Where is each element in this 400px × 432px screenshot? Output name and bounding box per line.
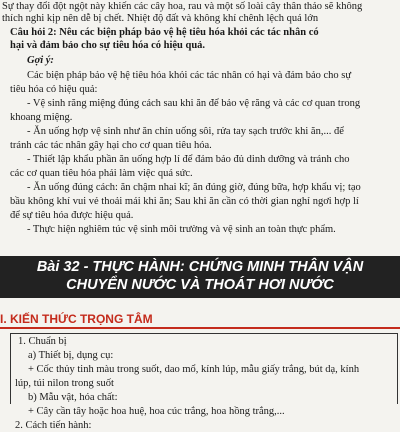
box-line: 1. Chuẩn bị: [18, 336, 67, 347]
lesson-title-line-1: Bài 32 - THỰC HÀNH: CHỨNG MINH THÂN VẬN: [36, 259, 364, 275]
section-divider: [0, 327, 400, 329]
box-line: a) Thiết bị, dụng cụ:: [28, 350, 114, 361]
hint-line: - Ăn uống hợp vệ sinh như ăn chín uống sôi, rửa tay sạch trước khi ăn,... để: [27, 126, 344, 137]
hint-line: - Thiết lập khẩu phần ăn uống hợp lí để đảm bảo đủ dinh dưỡng và tránh cho: [27, 154, 350, 165]
intro-line-2: thích nghi kịp nên dễ bị chết. Nhiệt độ đất và không khí chênh lệch quá lớn: [2, 13, 319, 24]
hint-line: - Thực hiện nghiêm túc vệ sinh môi trường và vệ sinh an toàn thực phẩm.: [27, 224, 336, 235]
hint-line: - Ăn uống đúng cách: ăn chậm nhai kĩ; ăn đúng giờ, đúng bữa, hợp khẩu vị; tạo: [27, 182, 361, 193]
question-line-1: Câu hỏi 2: Nêu các biện pháp bảo vệ hệ tiêu hóa khỏi các tác nhân có: [10, 27, 319, 38]
lesson-title-banner: [0, 256, 400, 298]
hint-line: các cơ quan tiêu hóa phải làm việc quá sức.: [10, 168, 193, 179]
box-line: b) Mẫu vật, hóa chất:: [28, 392, 118, 403]
section-title: I. KIẾN THỨC TRỌNG TÂM: [0, 312, 153, 326]
intro-line-1: Sự thay đổi đột ngột này khiến các cây hoa, rau và một số loài cây thân thảo sẽ không: [2, 1, 363, 12]
hint-line: tránh các tác nhân gây hại cho cơ quan tiêu hóa.: [10, 140, 212, 151]
hint-line: khoang miệng.: [10, 112, 73, 123]
hint-line: để sự tiêu hóa được hiệu quả.: [10, 210, 134, 221]
box-line: + Cây cần tây hoặc hoa huệ, hoa cúc trắng, hoa hồng trắng,...: [28, 406, 285, 417]
hint-line: - Vệ sinh răng miệng đúng cách sau khi ăn để bảo vệ răng và các cơ quan trong: [27, 98, 361, 109]
box-line: + Cốc thủy tinh màu trong suốt, dao mổ, kính lúp, mẫu giấy trắng, bút dạ, kính: [28, 364, 360, 375]
hint-line: Các biện pháp bảo vệ hệ tiêu hóa khỏi các tác nhân có hại và đảm bảo cho sự: [27, 70, 352, 81]
box-line: lúp, túi nilon trong suốt: [15, 378, 114, 389]
box-line: 2. Cách tiến hành:: [15, 420, 92, 431]
question-line-2: hại và đảm bảo cho sự tiêu hóa có hiệu quả.: [10, 40, 206, 51]
hint-label: Gợi ý:: [27, 55, 54, 66]
hint-line: bầu không khí vui vẻ thoải mái khi ăn; Sau khi ăn cần có thời gian nghỉ ngơi hợp lí: [10, 196, 359, 207]
hint-line: tiêu hóa có hiệu quả:: [10, 84, 98, 95]
lesson-title-line-2: CHUYỂN NƯỚC VÀ THOÁT HƠI NƯỚC: [66, 277, 334, 293]
